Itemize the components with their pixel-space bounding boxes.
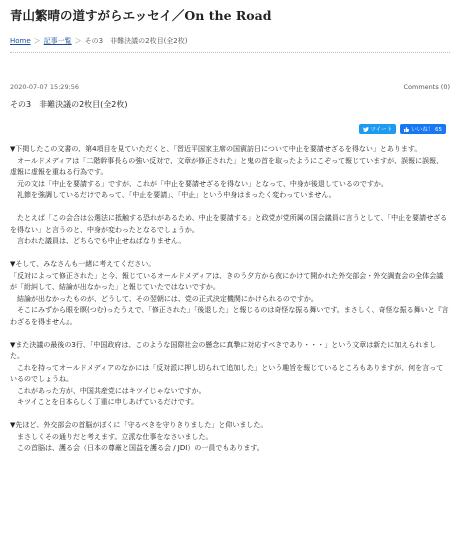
paragraph-gap	[10, 202, 450, 214]
tweet-label: ツイート	[370, 127, 393, 133]
site-title[interactable]: 青山繁晴の道すがらエッセイ／On the Road	[10, 8, 272, 23]
paragraph: これがあった方が、中国共産党にはキツイじゃないですか。	[10, 386, 206, 395]
breadcrumb	[10, 36, 450, 46]
paragraph: ▼下掲したこの文書の、第4項目を見ていただくと、「習近平国家主席の国賓訪日について中止を要請せざるを得ない」とあります。	[10, 145, 422, 153]
chevron-right-icon: ＞	[74, 37, 82, 45]
paragraph: 結論が出なかったものが、どうして、その翌朝には、党の正式決定機関にかけられるのですか。	[10, 294, 318, 303]
paragraph: 言われた議員は、どちらでも中止せねばなりません。	[10, 237, 186, 245]
breadcrumb-current: その3 非難決議の2枚目(全2枚)	[84, 37, 188, 45]
thumbs-up-icon	[404, 127, 409, 132]
chevron-right-icon: ＞	[33, 37, 41, 45]
like-label: いいね！ 65	[411, 127, 442, 133]
paragraph: 元の文は「中止を要請する」ですが、これが「中止を要請せざるを得ない」となって、中身が後退しているのですか。	[10, 179, 388, 188]
paragraph: この首脳は、護る会（日本の尊厳と国益を護る会 / JDI）の一員でもあります。	[10, 444, 264, 452]
paragraph: これを持ってオールドメディアのなかには「反対派に押し切られて追加した」という趣旨を報じているところもありますが、何を言っているのでしょうね。	[10, 363, 444, 383]
paragraph-gap	[10, 328, 450, 340]
paragraph-gap	[10, 248, 450, 260]
breadcrumb-articles-link[interactable]: 記事一覧	[43, 37, 72, 45]
entry-date: 2020-07-07 15:29:56	[10, 83, 80, 91]
site-header	[0, 0, 460, 46]
paragraph: ▼また決議の最後の3行、「中国政府は、このような国際社会の懸念に真摯に対応すべきであり・・・」という文章は新たに加えられました。	[10, 340, 437, 360]
paragraph: 礼節を強調しているだけであって、「中止を要請」、「中止」という中身はまったく変わっていません。	[10, 191, 336, 199]
comments-link[interactable]: Comments (0)	[403, 83, 450, 91]
paragraph: 「反対によって修正された」と今、報じているオールドメディアは、きのう夕方から夜にかけて開かれた外交部会・外交調査会の全体会議が「紛糾して、結論が出なかった」と報じていたではないですか。	[10, 271, 444, 291]
paragraph: オールドメディアは「二階幹事長らの強い反対で、文章が修正された」と鬼の首を取ったようにこぞって報じていますが、誤報に誤報、虚報に虚報を重ねる行為です。	[10, 156, 444, 176]
entry-title: その3 非難決議の2枚目(全2枚)	[10, 100, 128, 109]
paragraph: たとえば「この会合は公選法に抵触する恐れがあるため、中止を要請する」と政党が党所属の国会議員に言うとして、「中止を要請せざるを得ない」と言うのと、中身が変わったとなるでしょうか。	[10, 214, 448, 234]
breadcrumb-home-link[interactable]: Home	[10, 37, 31, 45]
paragraph: キツイことを日本らしく丁重に申しあげているだけです。	[10, 398, 199, 406]
paragraph: ▼先ほど、外交部会の首脳がぼくに「守るべきを守りきりました」と仰いました。	[10, 421, 268, 429]
entry-meta	[0, 53, 460, 92]
paragraph: そこにみずから眼を瞑(つむ)ったうえで、「修正された」「後退した」と報じるのは奇怪な振る舞いです。まさしく、奇怪な振る舞いと『言わざるを得ません』。	[10, 306, 449, 326]
entry-body	[0, 136, 460, 455]
paragraph: まさしくその通りだと考えます。立派な仕事をなさいました。	[10, 432, 213, 441]
paragraph-gap	[10, 409, 450, 421]
paragraph: ▼そして、みなさんも一緒に考えてください。	[10, 260, 156, 268]
tweet-button[interactable]	[359, 124, 397, 134]
like-button[interactable]	[400, 124, 446, 134]
bird-icon	[363, 127, 369, 132]
share-buttons	[0, 110, 460, 136]
